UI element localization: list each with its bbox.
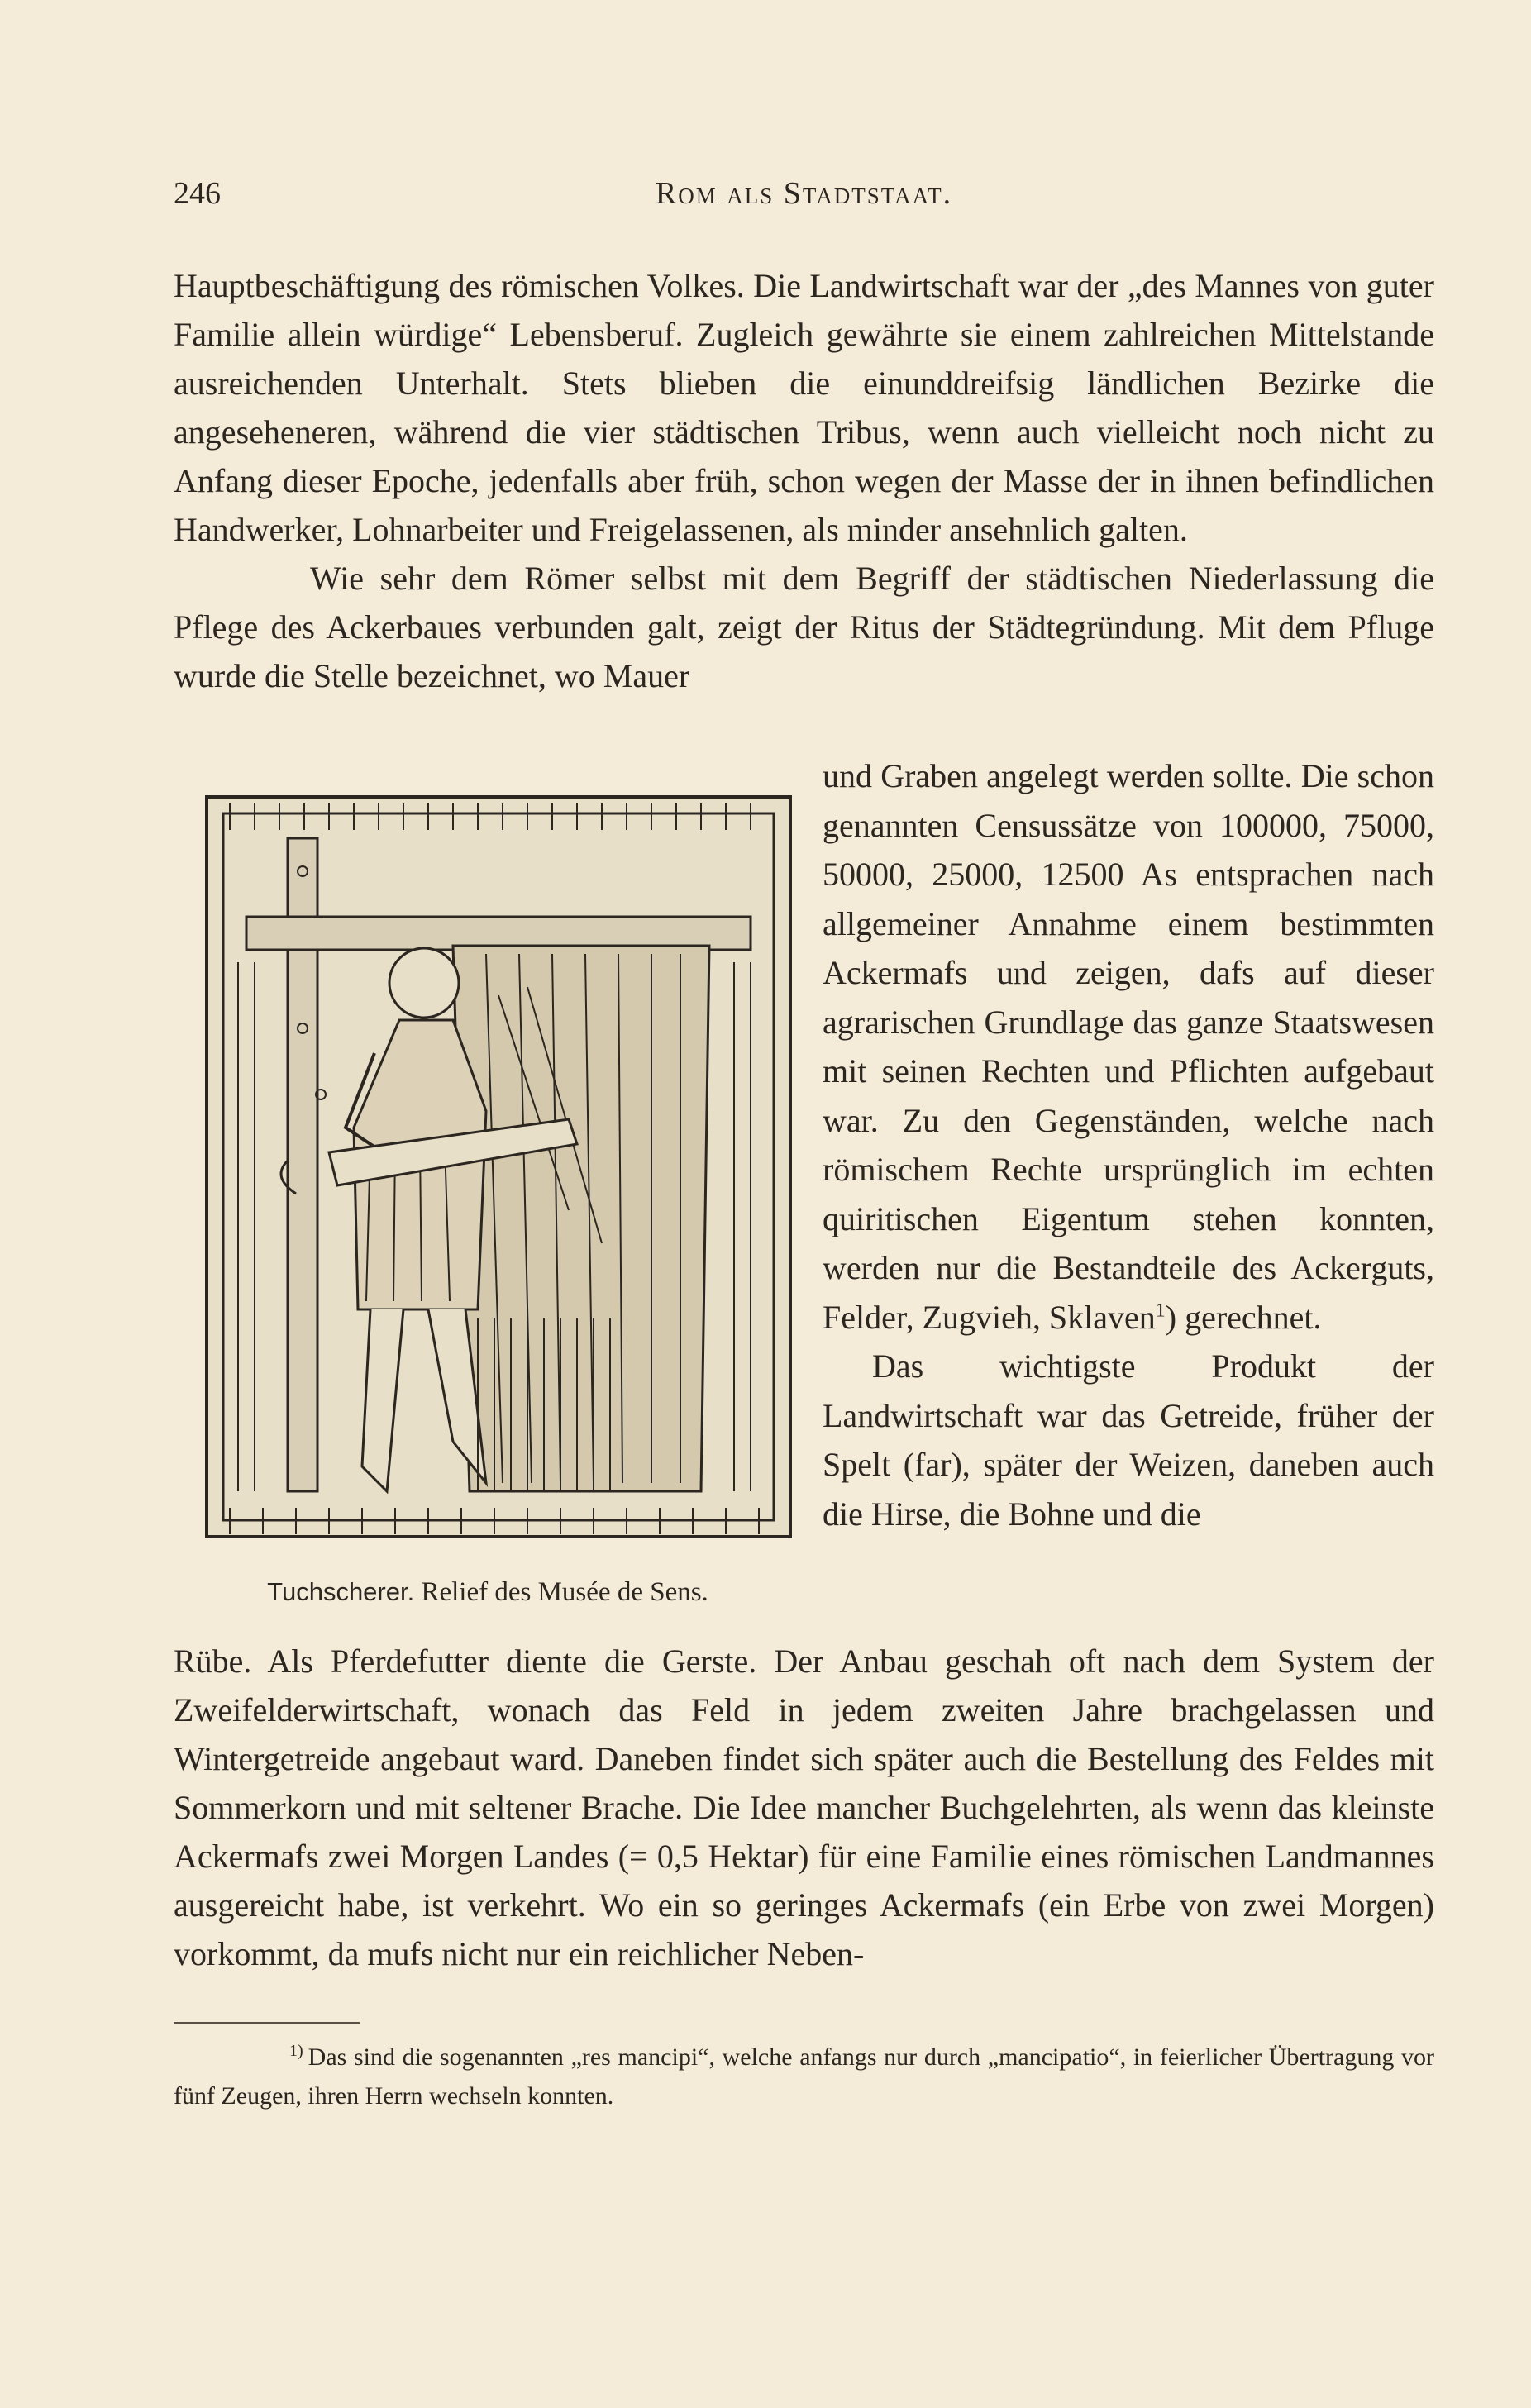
body-text-column	[823, 751, 1434, 1538]
body-text-top	[174, 261, 1434, 700]
paragraph-1: Hauptbeschäftigung des römischen Volkes. Die Landwirtschaft war der „des Mannes von guter Familie allein würdige“ Lebensberuf. Zugleich gewährte sie einem zahlreichen Mittelstande ausreichenden Unterhalt. Stets blieben die einunddreifsig ländlichen Bezirke die angeseheneren, während die vier städtischen Tribus, wenn auch vielleicht noch nicht zu Anfang dieser Epoche, jedenfalls aber früh, schon wegen der Masse der in ihnen befindlichen Handwerker, Lohnarbeiter und Freigelassenen, als minder ansehnlich galten.	[174, 267, 1434, 548]
relief-figure	[205, 780, 792, 1553]
caption-title: Tuchscherer.	[267, 1577, 415, 1606]
footnote-reference: 1	[1155, 1299, 1166, 1322]
body-text-bottom	[174, 1637, 1434, 1978]
paragraph-3-column: Das wichtigste Produkt der Landwirtschaft war das Getreide, früher der Spelt (far), später der Weizen, daneben auch die Hirse, die Bohne und die	[823, 1347, 1434, 1533]
figure-caption	[174, 1577, 802, 1608]
paragraph-2-start: Wie sehr dem Römer selbst mit dem Begriff der städtischen Niederlassung die Pflege des Ackerbaues verbunden galt, zeigt der Ritus der Städtegründung. Mit dem Pfluge wurde die Stelle bezeichnet, wo Mauer	[174, 560, 1434, 694]
footnote-text: Das sind die sogenannten „res mancipi“, welche anfangs nur durch „mancipatio“, in feierlicher Übertragung vor fünf Zeugen, ihren Herrn wechseln konnten.	[174, 2043, 1434, 2110]
footnote	[174, 2032, 1434, 2115]
paragraph-2-column	[823, 751, 1434, 1342]
page-header	[174, 175, 1434, 233]
paragraph-3-continued: Rübe. Als Pferdefutter diente die Gerste. Der Anbau geschah oft nach dem System der Zweifelderwirtschaft, wonach das Feld in jedem zweiten Jahre brachgelassen und Wintergetreide angebaut ward. Daneben findet sich später auch die Bestellung des Feldes mit Sommerkorn und mit seltener Brache. Die Idee mancher Buchgelehrten, als wenn das kleinste Ackermafs zwei Morgen Landes (= 0,5 Hektar) für eine Familie eines römischen Landmannes ausgereicht habe, ist verkehrt. Wo ein so geringes Ackermafs (ein Erbe von zwei Morgen) vorkommt, da mufs nicht nur ein reichlicher Neben-	[174, 1643, 1434, 1972]
running-title: Rom als Stadtstaat.	[655, 176, 953, 211]
footnote-mark: 1)	[289, 2042, 303, 2060]
paragraph-2-column-text: und Graben angelegt werden sollte. Die schon genannten Censussätze von 100000, 75000, 50000, 25000, 12500 As entsprachen nach allgemeiner Annahme einem bestimmten Ackermafs und zeigen, dafs auf dieser agrarischen Grundlage das ganze Staatswesen mit seinen Rechten und Pflichten aufgebaut war. Zu den Gegenständen, welche nach römischem Rechte ursprünglich im echten quiritischen Eigentum stehen konnten, werden nur die Bestandteile des Ackerguts, Felder, Zugvieh, Sklaven	[823, 757, 1434, 1336]
caption-source: Relief des Musée de Sens.	[421, 1577, 708, 1607]
tuchscherer-relief-illustration	[205, 780, 792, 1553]
paragraph-2-tail: ) gerechnet.	[1165, 1298, 1322, 1336]
footnote-divider	[174, 2022, 360, 2024]
page-number: 246	[174, 176, 221, 211]
